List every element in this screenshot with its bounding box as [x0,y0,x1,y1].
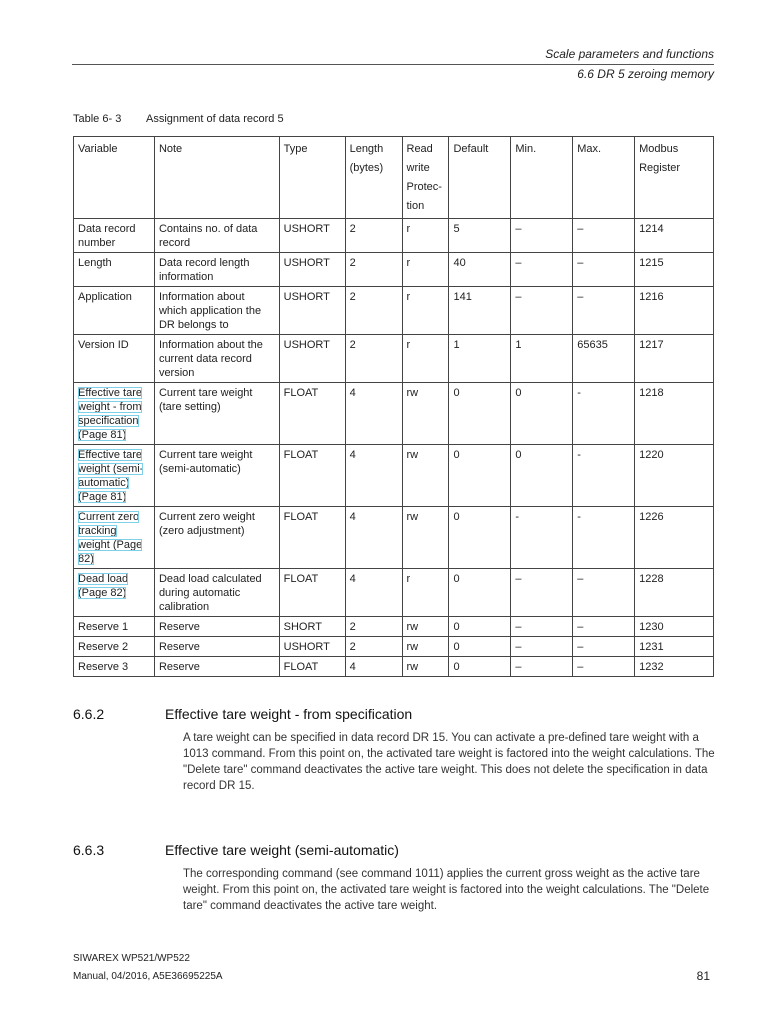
col-header-type: Type [279,137,345,219]
cell-variable: Data record number [74,219,155,253]
col-header-max: Max. [573,137,635,219]
cell-default: 1 [449,335,511,383]
cell-max: - [573,383,635,445]
cell-variable-link[interactable] [74,507,155,569]
cell-min: – [511,637,573,657]
table-caption [73,113,284,125]
cell-variable: Reserve 1 [74,617,155,637]
cell-modbus: 1228 [635,569,714,617]
cell-type: FLOAT [279,507,345,569]
cell-type: USHORT [279,287,345,335]
cell-type: USHORT [279,219,345,253]
cell-max: 65635 [573,335,635,383]
cell-modbus: 1220 [635,445,714,507]
cell-min: – [511,617,573,637]
cell-variable-link[interactable] [74,383,155,445]
cell-length: 2 [345,219,402,253]
cell-length: 2 [345,253,402,287]
cell-min: – [511,569,573,617]
cell-type: FLOAT [279,383,345,445]
header-chapter: Scale parameters and functions [545,47,714,61]
section-number: 6.6.3 [73,842,105,858]
col-header-min: Min. [511,137,573,219]
table-row [74,335,714,383]
cell-rw: rw [402,507,449,569]
cell-rw: r [402,219,449,253]
col-header-note: Note [154,137,279,219]
cell-default: 0 [449,445,511,507]
cell-modbus: 1214 [635,219,714,253]
cell-default: 141 [449,287,511,335]
cell-rw: rw [402,445,449,507]
cell-note: Reserve [154,617,279,637]
cell-type: FLOAT [279,657,345,677]
col-header-variable: Variable [74,137,155,219]
cell-length: 2 [345,287,402,335]
table-row [74,383,714,445]
col-header-length: Length (bytes) [345,137,402,219]
cell-max: – [573,637,635,657]
cell-max: – [573,253,635,287]
cell-modbus: 1217 [635,335,714,383]
cell-min: – [511,219,573,253]
footer-manual: Manual, 04/2016, A5E36695225A [73,971,223,982]
cell-variable-link[interactable] [74,445,155,507]
table-row [74,287,714,335]
xref-link[interactable]: Dead load (Page 82) [78,573,129,599]
page-number: 81 [696,969,710,983]
cell-default: 0 [449,637,511,657]
table-caption-number: Table 6- 3 [73,113,122,125]
cell-max: - [573,445,635,507]
cell-default: 0 [449,507,511,569]
cell-default: 0 [449,617,511,637]
header-section: 6.6 DR 5 zeroing memory [577,67,714,81]
cell-min: – [511,657,573,677]
cell-min: 0 [511,383,573,445]
cell-note: Reserve [154,637,279,657]
cell-modbus: 1216 [635,287,714,335]
cell-note: Current zero weight (zero adjustment) [154,507,279,569]
cell-length: 4 [345,383,402,445]
cell-max: - [573,507,635,569]
cell-variable: Version ID [74,335,155,383]
col-header-read-write: Read write Protec-tion [402,137,449,219]
cell-variable-link[interactable] [74,569,155,617]
col-header-modbus: Modbus Register [635,137,714,219]
cell-length: 2 [345,637,402,657]
table-row [74,507,714,569]
cell-rw: r [402,287,449,335]
cell-note: Current tare weight (tare setting) [154,383,279,445]
table-row [74,445,714,507]
cell-note: Information about which application the DR belongs to [154,287,279,335]
section-paragraph: The corresponding command (see command 1011) applies the current gross weight as the active tare weight. From this point on, the activated tare weight is factored into the weight calculations. The "Delete tare" command deactivates the active tare weight. [183,868,710,912]
cell-type: SHORT [279,617,345,637]
cell-default: 0 [449,383,511,445]
table-header-row [74,137,714,219]
cell-min: – [511,287,573,335]
footer-product: SIWAREX WP521/WP522 [73,953,190,964]
cell-note: Reserve [154,657,279,677]
cell-length: 2 [345,335,402,383]
cell-min: 1 [511,335,573,383]
cell-modbus: 1231 [635,637,714,657]
cell-min: - [511,507,573,569]
cell-length: 4 [345,507,402,569]
cell-type: FLOAT [279,569,345,617]
cell-rw: rw [402,383,449,445]
cell-type: FLOAT [279,445,345,507]
cell-rw: r [402,569,449,617]
table-row [74,253,714,287]
cell-variable: Reserve 3 [74,657,155,677]
cell-max: – [573,657,635,677]
cell-note: Dead load calculated during automatic calibration [154,569,279,617]
cell-default: 40 [449,253,511,287]
xref-link[interactable]: Current zero tracking weight (Page 82) [78,511,143,565]
cell-note: Data record length information [154,253,279,287]
cell-note: Current tare weight (semi-automatic) [154,445,279,507]
cell-variable: Reserve 2 [74,637,155,657]
cell-min: – [511,253,573,287]
cell-max: – [573,569,635,617]
cell-variable: Length [74,253,155,287]
cell-default: 0 [449,569,511,617]
cell-max: – [573,287,635,335]
cell-modbus: 1226 [635,507,714,569]
cell-min: 0 [511,445,573,507]
table-row [74,657,714,677]
cell-max: – [573,219,635,253]
xref-link[interactable]: Effective tare weight (semi-automatic) (Page 81) [78,449,144,503]
section-paragraph: A tare weight can be specified in data record DR 15. You can activate a pre-defined tare weight with a 1013 command. From this point on, the activated tare weight is factored into the weight calculations. The "Delete tare" command deactivates the active tare weight. This does not delete the specification in data record DR 15. [183,732,715,792]
cell-rw: rw [402,657,449,677]
cell-max: – [573,617,635,637]
section-number: 6.6.2 [73,706,105,722]
cell-length: 4 [345,657,402,677]
cell-note: Contains no. of data record [154,219,279,253]
section-title: Effective tare weight (semi-automatic) [165,842,399,858]
cell-length: 2 [345,617,402,637]
cell-type: USHORT [279,335,345,383]
cell-length: 4 [345,569,402,617]
table-caption-title: Assignment of data record 5 [146,113,284,125]
col-header-default: Default [449,137,511,219]
cell-variable: Application [74,287,155,335]
cell-rw: rw [402,617,449,637]
cell-default: 5 [449,219,511,253]
cell-rw: r [402,335,449,383]
table-row [74,617,714,637]
cell-default: 0 [449,657,511,677]
cell-modbus: 1230 [635,617,714,637]
table-row [74,637,714,657]
cell-modbus: 1232 [635,657,714,677]
cell-rw: rw [402,637,449,657]
cell-length: 4 [345,445,402,507]
cell-note: Information about the current data record version [154,335,279,383]
section-title: Effective tare weight - from specification [165,706,413,722]
table-row [74,569,714,617]
cell-modbus: 1215 [635,253,714,287]
cell-type: USHORT [279,637,345,657]
cell-rw: r [402,253,449,287]
table-row [74,219,714,253]
cell-type: USHORT [279,253,345,287]
cell-modbus: 1218 [635,383,714,445]
header-divider [72,64,714,65]
data-record-table [73,136,714,677]
xref-link[interactable]: Effective tare weight - from specification (Page 81) [78,387,142,441]
